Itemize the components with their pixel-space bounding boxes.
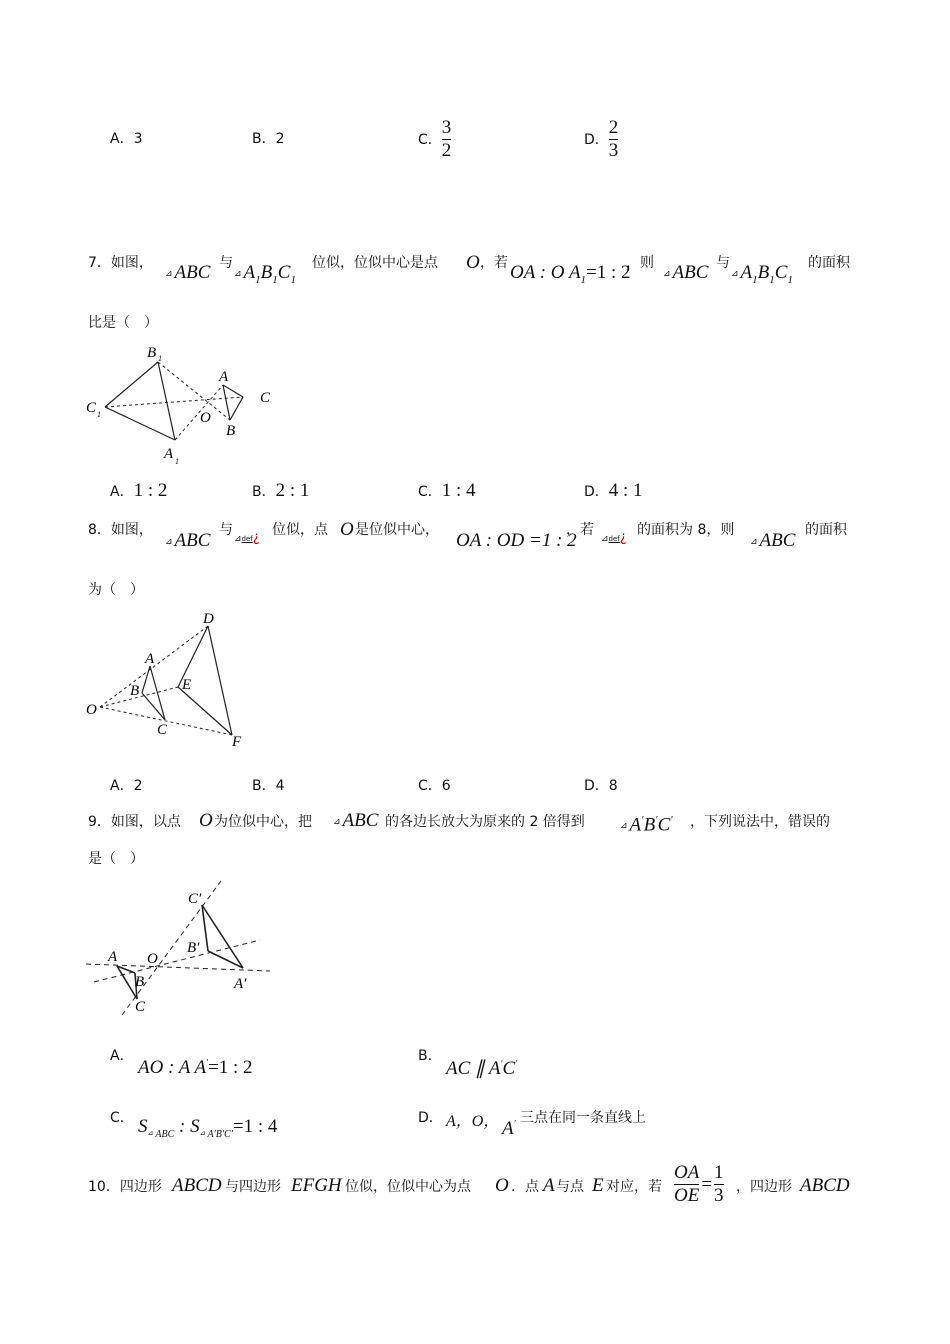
label-b: B [226, 423, 236, 439]
q10-stem: 10．四边形 [88, 1179, 162, 1195]
q10-quad-abcd-2: ABCD [800, 1175, 850, 1196]
label-b: B [135, 974, 145, 990]
segment-b1c1 [105, 362, 158, 407]
q7-option-d: D．4 : 1 [584, 480, 643, 501]
q7-center-o: O [466, 252, 480, 273]
segment-ac [223, 385, 243, 397]
q10-quad-abcd: ABCD [172, 1175, 222, 1196]
q7-text: ，则 [626, 255, 654, 271]
q9-option-d-a1: A′ [502, 1118, 516, 1139]
q8-text: 的面积 [805, 522, 847, 538]
q7-option-a: A．1 : 2 [110, 480, 168, 501]
q9-triangle-a1b1c1: ⊿ A′B′C′ [620, 814, 673, 836]
q7-triangle-a1b1c1-2: ⊿ $A_1B_1C_1$ [731, 262, 793, 286]
q9-option-a-letter: A． [110, 1048, 134, 1064]
q7-option-c: C．1 : 4 [418, 480, 476, 501]
label-c1: C′ [188, 891, 202, 907]
q9-text: ，下列说法中，错误的 [690, 814, 830, 830]
q9-option-c-letter: C． [110, 1110, 134, 1126]
q7-figure [80, 340, 290, 470]
q10-quad-efgh: EFGH [291, 1175, 342, 1196]
label-o: O [86, 702, 97, 718]
q8-center-o: O [340, 519, 354, 540]
q9-stem-line2: 是（ ） [88, 851, 144, 867]
label-d: D [203, 611, 214, 627]
label-a: A [108, 949, 118, 965]
q7-text: 位似，位似中心是点 [312, 255, 438, 271]
q8-text: 的面积为 8，则 [637, 522, 735, 538]
q7-triangle-a1b1c1: ⊿ $A_1B_1C_1$ [234, 262, 296, 286]
segment-ac [117, 966, 137, 999]
label-f: F [232, 734, 242, 750]
q6-option-b: B．2 [252, 131, 285, 147]
label-a: A [219, 369, 229, 385]
q9-option-d-letter: D． [418, 1110, 443, 1126]
fraction: $\frac{2}{3}$ [608, 117, 619, 161]
label-o: O [147, 951, 158, 967]
q8-triangle-abc: ⊿ ABC [165, 530, 211, 551]
q9-stem-line1: 9．如图，以点 [88, 814, 181, 830]
q8-triangle-def: ⊿def¿ [234, 530, 260, 545]
q8-text: 位似，点 [272, 522, 328, 538]
q6-option-a: A．3 [110, 131, 143, 147]
label-b: B [130, 683, 140, 699]
label-b1: B′ [187, 940, 200, 956]
q9-option-b-letter: B． [418, 1048, 442, 1064]
segment-c1a1 [105, 407, 175, 440]
q9-option-c: $S_{^⊿ ABC}$ : $S_{^⊿ A'B'C'}=1$ : 4 [138, 1116, 278, 1140]
label-a1: A [164, 446, 174, 462]
segment-cb [230, 397, 243, 420]
q8-text: 与 [219, 522, 233, 538]
q10-ratio: $\frac{OA}{OE}$ = $\frac{1}{3}$ [674, 1162, 724, 1206]
label-sub: 1 [175, 457, 179, 466]
q10-text: ．点 [511, 1179, 539, 1195]
q9-option-a: AO : A A′=1 : 2 [138, 1057, 253, 1078]
q8-triangle-def-2: ⊿def¿ [601, 530, 627, 545]
label-c: C [260, 390, 271, 406]
label-a: A [145, 651, 155, 667]
segment-df [208, 626, 232, 735]
q9-option-d-text: 三点在同一条直线上 [520, 1110, 646, 1126]
q8-figure [80, 608, 270, 753]
q7-text: 与 [219, 255, 233, 271]
q8-option-b: B．4 [252, 778, 285, 794]
q8-stem-line1: 8．如图， [88, 522, 153, 538]
q8-ratio: OA : OD =1 : 2 [456, 530, 577, 551]
label-c: C [135, 999, 146, 1015]
q7-triangle-abc: ⊿ ABC [165, 262, 211, 283]
q8-text: 是位似中心， [355, 522, 439, 538]
q10-center-o: O [495, 1175, 509, 1196]
q8-text: ，若 [566, 522, 594, 538]
dashed-a1a [175, 385, 223, 440]
q7-ratio: OA : O $A_1=1$ : 2 [510, 262, 631, 286]
q8-stem-line2: 为（ ） [88, 582, 144, 598]
q7-text: 与 [716, 255, 730, 271]
label-b1: B [147, 345, 157, 361]
q9-option-d-points: A，O， [446, 1113, 500, 1130]
label-e: E [182, 677, 192, 693]
q8-option-d: D．8 [584, 778, 618, 794]
label-o: O [200, 410, 211, 426]
q6-option-d: D． $\frac{2}{3}$ [584, 117, 619, 161]
q8-option-c: C．6 [418, 778, 451, 794]
q9-triangle-abc: ⊿ ABC [333, 810, 379, 831]
label-a1: A′ [234, 976, 247, 992]
q7-stem-line2: 比是（ ） [88, 315, 158, 331]
q10-text: 与四边形 [225, 1179, 281, 1195]
q9-center-o: O [199, 810, 213, 831]
q7-stem-line1: 7．如图， [88, 255, 153, 271]
q10-text: 位似，位似中心为点 [345, 1179, 471, 1195]
q7-text: 的面积 [808, 255, 850, 271]
label-sub: 1 [97, 410, 101, 419]
dashed-c1c [105, 397, 243, 407]
q10-point-a: A [543, 1175, 555, 1196]
q7-triangle-abc-2: ⊿ ABC [663, 262, 709, 283]
fraction: $\frac{3}{2}$ [441, 117, 452, 161]
q9-figure [80, 878, 280, 1018]
q10-text: ，四边形 [736, 1179, 792, 1195]
segment-ef [178, 687, 232, 735]
q9-option-b: AC ∥ A′C′ [446, 1058, 518, 1079]
q7-text: ，若 [480, 255, 508, 271]
q7-option-b: B．2 : 1 [252, 480, 310, 501]
q10-text: 与点 [556, 1179, 584, 1195]
q8-triangle-abc-2: ⊿ ABC [750, 530, 796, 551]
q9-text: 的各边长放大为原来的 2 倍得到 [385, 814, 585, 830]
q9-text: 为位似中心，把 [214, 814, 312, 830]
q10-point-e: E [592, 1175, 604, 1196]
q10-text: 对应，若 [606, 1179, 662, 1195]
label-c: C [157, 722, 168, 738]
q8-option-a: A．2 [110, 778, 143, 794]
q6-option-c: C． $\frac{3}{2}$ [418, 117, 452, 161]
label-c1: C [86, 400, 97, 416]
label-sub: 1 [158, 354, 162, 363]
